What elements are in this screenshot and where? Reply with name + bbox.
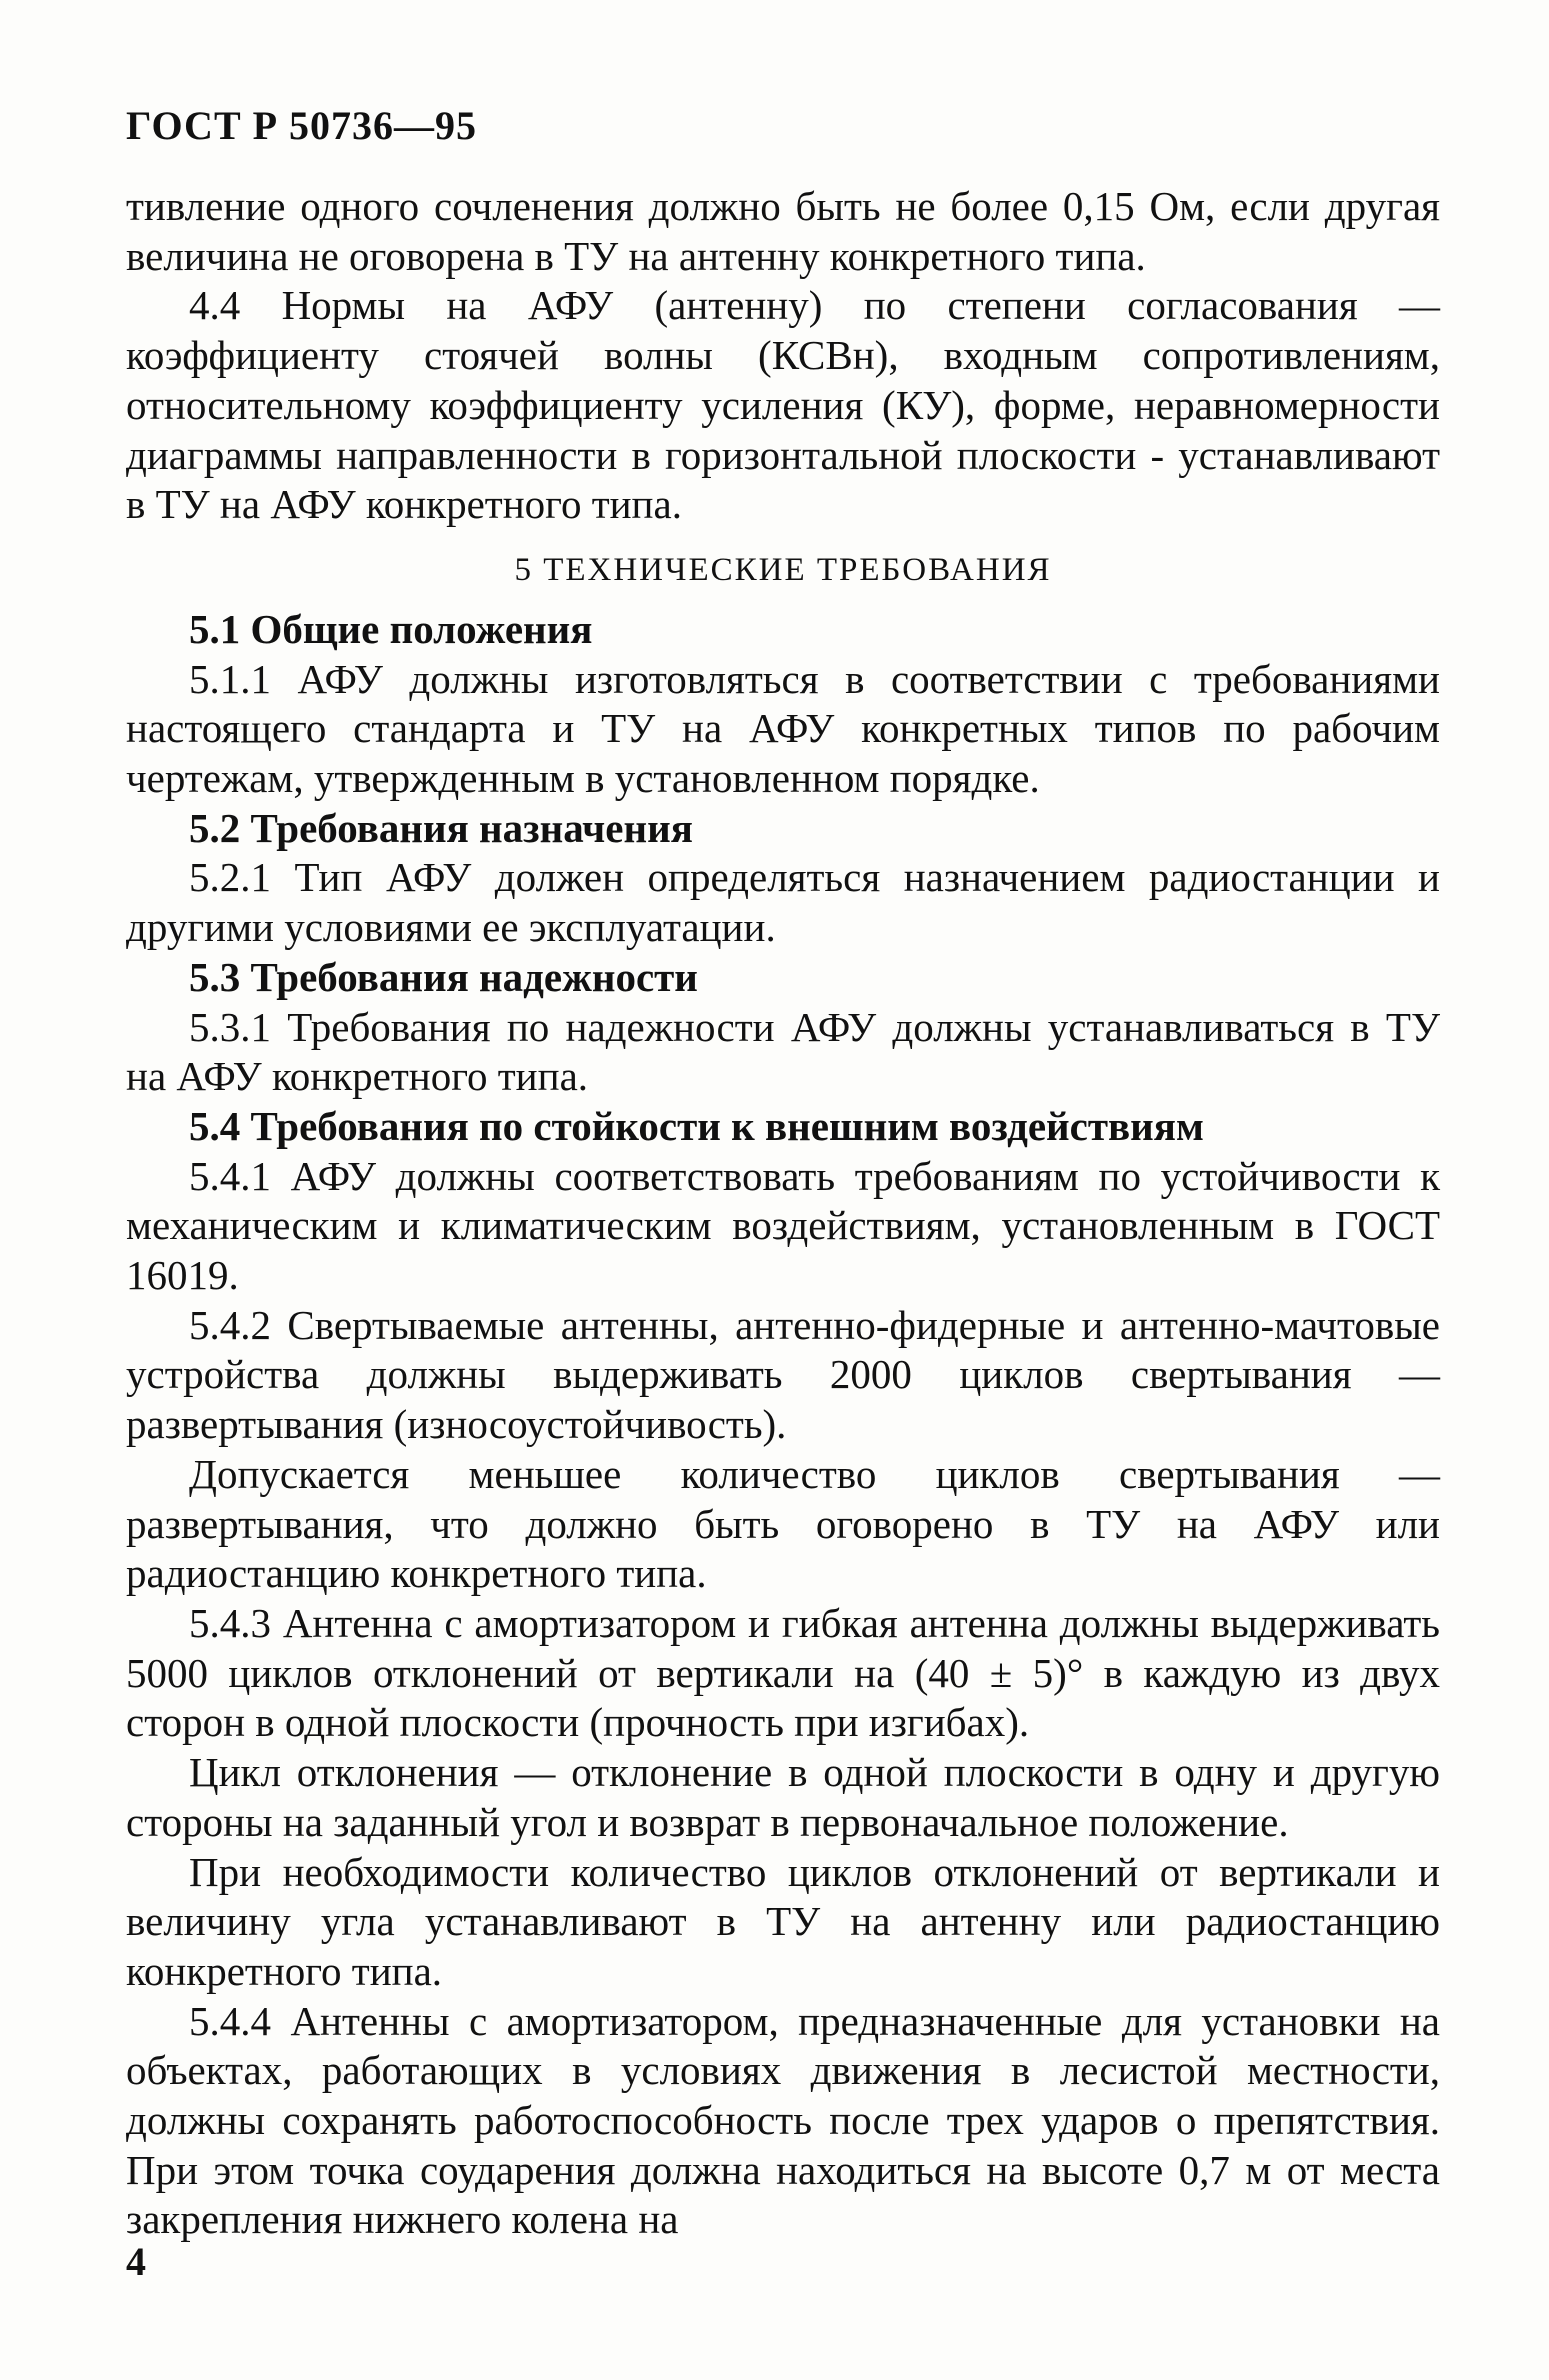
paragraph: 5.3.1 Требования по надежности АФУ должны устанавливаться в ТУ на АФУ конкретного типа. <box>126 1003 1440 1100</box>
paragraph: 5.4.3 Антенна с амортизатором и гибкая антенна должны выдерживать 5000 циклов отклонений от вертикали на (40 ± 5)° в каждую из двух сторон в одной плоскости (прочность при изгибах). <box>126 1599 1440 1746</box>
paragraph: При необходимости количество циклов отклонений от вертикали и величину угла устанавливают в ТУ на антенну или радиостанцию конкретного типа. <box>126 1848 1440 1994</box>
document-body <box>126 182 1440 2245</box>
paragraph: 4.4 Нормы на АФУ (антенну) по степени согласования — коэффициенту стоячей волны (КСВн), входным сопротивлениям, относительному коэффициенту усиления (КУ), форме, неравномерности диаграммы направленности в горизонтальной плоскости - устанавливают в ТУ на АФУ конкретного типа. <box>126 282 1440 528</box>
section-heading: 5 ТЕХНИЧЕСКИЕ ТРЕБОВАНИЯ <box>514 551 1052 588</box>
paragraph: 5.4.1 АФУ должны соответствовать требованиям по устойчивости к механическим и климатическим воздействиям, установленным в ГОСТ 16019. <box>126 1152 1440 1299</box>
paragraph: 5.4.2 Свертываемые антенны, антенно-фидерные и антенно-мачтовые устройства должны выдерживать 2000 циклов свертывания — развертывания (износоустойчивость). <box>126 1301 1440 1448</box>
page-number: 4 <box>126 2239 146 2284</box>
subsection-heading: 5.3 Требования надежности <box>189 953 698 1000</box>
paragraph: Цикл отклонения — отклонение в одной плоскости в одну и другую стороны на заданный угол и возврат в первоначальное положение. <box>126 1749 1440 1845</box>
paragraph: 5.1.1 АФУ должны изготовляться в соответствии с требованиями настоящего стандарта и ТУ на АФУ конкретных типов по рабочим чертежам, утвержденным в установленном порядке. <box>126 655 1440 802</box>
paragraph: 5.4.4 Антенны с амортизатором, предназначенные для установки на объектах, работающих в условиях движения в лесистой местности, должны сохранять работоспособность после трех ударов о препятствия. При этом точка соударения должна находиться на высоте 0,7 м от места закрепления нижнего колена на <box>126 1997 1440 2243</box>
paragraph: 5.2.1 Тип АФУ должен определяться назначением радиостанции и другими условиями ее эксплуатации. <box>126 854 1440 951</box>
subsection-heading: 5.2 Требования назначения <box>189 804 693 851</box>
document-header: ГОСТ Р 50736—95 <box>126 103 478 148</box>
paragraph: тивление одного сочленения должно быть не более 0,15 Ом, если другая величина не оговорена в ТУ на антенну конкретного типа. <box>126 183 1440 279</box>
subsection-heading: 5.4 Требования по стойкости к внешним воздействиям <box>189 1102 1204 1149</box>
subsection-heading: 5.1 Общие положения <box>189 605 593 652</box>
paragraph: Допускается меньшее количество циклов свертывания — развертывания, что должно быть оговорено в ТУ на АФУ или радиостанцию конкретного типа. <box>126 1450 1440 1597</box>
